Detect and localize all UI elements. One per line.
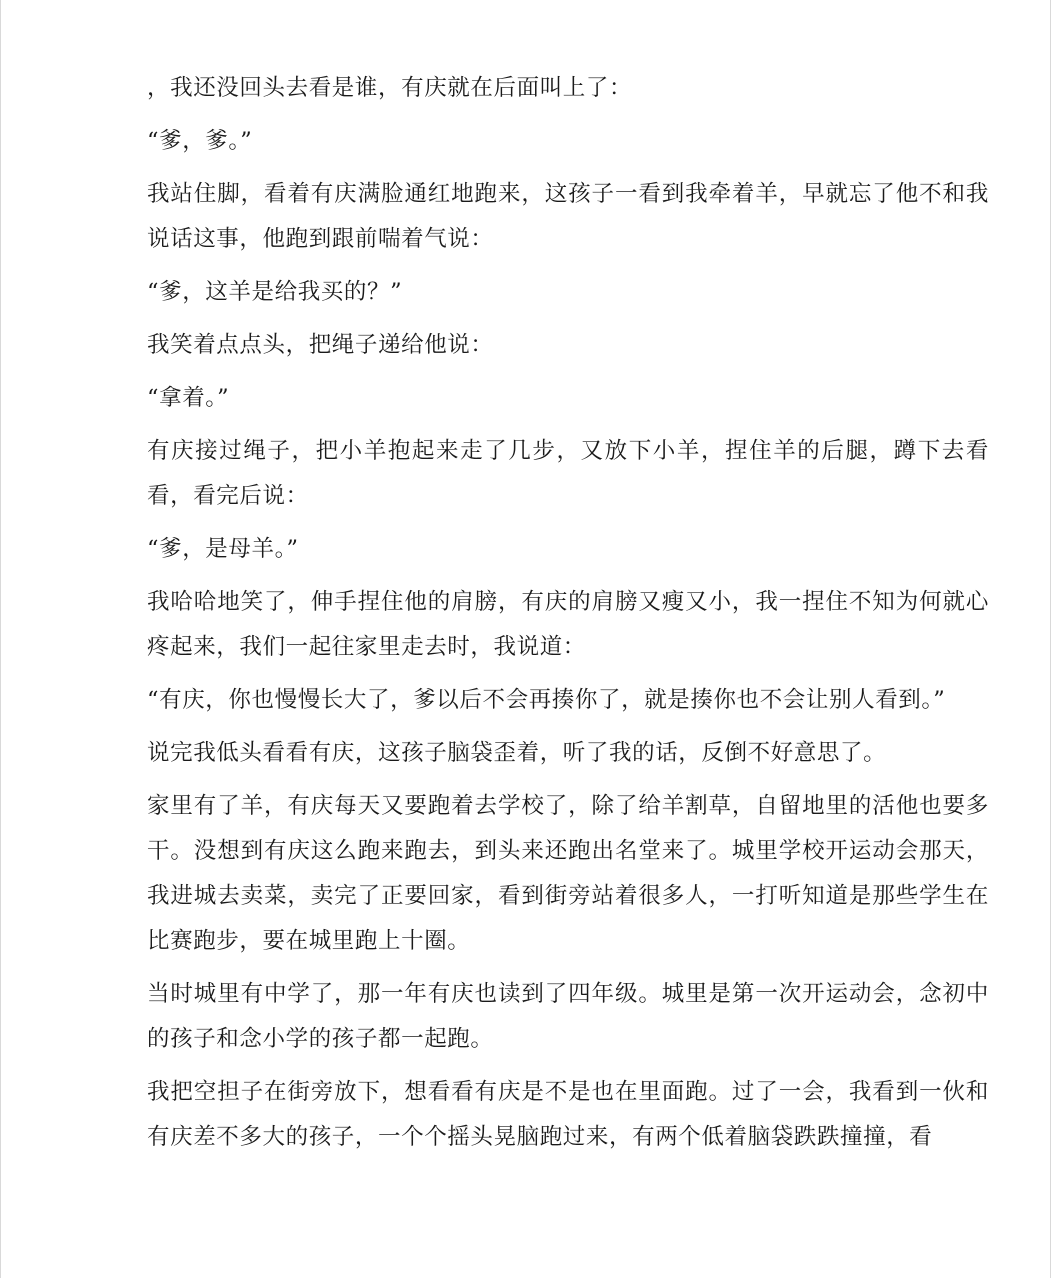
- paragraph: 说完我低头看看有庆，这孩子脑袋歪着，听了我的话，反倒不好意思了。: [147, 740, 887, 766]
- paragraph: 我笑着点点头，把绳子递给他说：: [147, 332, 494, 358]
- paragraph: ，我还没回头去看是谁，有庆就在后面叫上了：: [147, 75, 633, 101]
- document-body: [147, 66, 989, 1168]
- paragraph: 我哈哈地笑了，伸手捏住他的肩膀，有庆的肩膀又瘦又小，我一捏住不知为何就心疼起来，我们一起往家里走去时，我说道：: [147, 589, 989, 660]
- paragraph: “有庆，你也慢慢长大了，爹以后不会再揍你了，就是揍你也不会让别人看到。”: [147, 687, 946, 713]
- paragraph: 家里有了羊，有庆每天又要跑着去学校了，除了给羊割草，自留地里的活他也要多干。没想到有庆这么跑来跑去，到头来还跑出名堂来了。城里学校开运动会那天，我进城去卖菜，卖完了正要回家，看到街旁站着很多人，一打听知道是那些学生在比赛跑步，要在城里跑上十圈。: [147, 793, 989, 954]
- paragraph: 有庆接过绳子，把小羊抱起来走了几步，又放下小羊，捏住羊的后腿，蹲下去看看，看完后说：: [147, 438, 989, 509]
- paragraph: “拿着。”: [147, 385, 230, 411]
- paragraph: 我把空担子在街旁放下，想看看有庆是不是也在里面跑。过了一会，我看到一伙和有庆差不多大的孩子，一个个摇头晃脑跑过来，有两个低着脑袋跌跌撞撞，看: [147, 1079, 989, 1150]
- paragraph: 当时城里有中学了，那一年有庆也读到了四年级。城里是第一次开运动会，念初中的孩子和念小学的孩子都一起跑。: [147, 981, 989, 1052]
- paragraph: “爹，这羊是给我买的？”: [147, 279, 403, 305]
- paragraph: “爹，爹。”: [147, 128, 253, 154]
- paragraph: “爹，是母羊。”: [147, 536, 299, 562]
- paragraph: 我站住脚，看着有庆满脸通红地跑来，这孩子一看到我牵着羊，早就忘了他不和我说话这事，他跑到跟前喘着气说：: [147, 181, 989, 252]
